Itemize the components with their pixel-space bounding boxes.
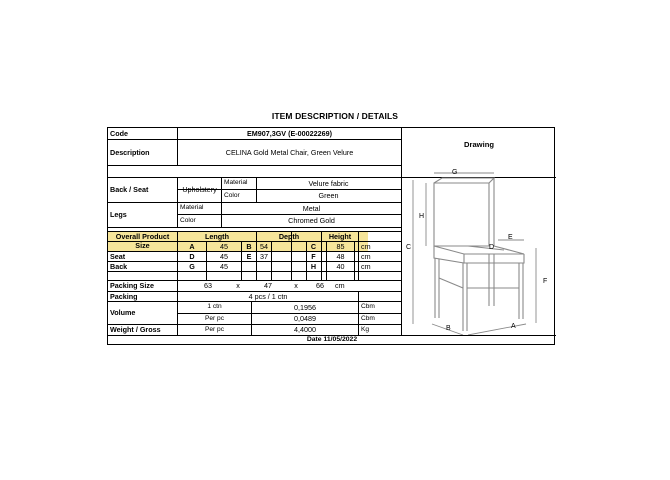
code-value: EM907,3GV (E-00022269): [246, 129, 333, 139]
packing-size-x1: x: [236, 281, 240, 291]
sheet-title: ITEM DESCRIPTION / DETAILS: [271, 111, 399, 121]
footer-date: Date 11/05/2022: [306, 336, 358, 344]
dim-label-f: F: [543, 278, 548, 285]
dim-label-c: C: [406, 244, 412, 251]
packing-size-label: Packing Size: [110, 281, 154, 291]
legs-material-value: Metal: [302, 203, 321, 213]
packing-label: Packing: [110, 292, 138, 301]
volume-unit-1: Cbm: [361, 303, 375, 311]
packing-size-x2: x: [294, 281, 298, 291]
depth-header: Depth: [278, 232, 300, 241]
back-length-value: 45: [220, 262, 228, 271]
legs-material-label: Material: [180, 204, 204, 212]
volume-value-2: 0,0489: [294, 314, 316, 324]
packing-size-length: 63: [204, 281, 212, 291]
height-value: 85: [336, 242, 345, 251]
dim-label-a: A: [511, 323, 516, 330]
height-header: Height: [328, 232, 352, 241]
overall-size-label: Size: [135, 241, 150, 251]
overall-product-label: Overall Product: [115, 232, 170, 241]
legs-label: Legs: [110, 210, 127, 220]
length-code: A: [189, 242, 195, 251]
seat-height-value: 48: [336, 252, 345, 261]
volume-value-1: 0,1956: [294, 302, 316, 312]
back-seat-label: Back / Seat: [110, 185, 149, 195]
depth-code: B: [246, 242, 252, 251]
back-seat-material-label: Material: [224, 179, 248, 187]
unit-cm: cm: [361, 262, 371, 271]
description-label: Description: [110, 147, 150, 157]
legs-color-value: Chromed Gold: [288, 216, 335, 226]
code-label: Code: [110, 129, 128, 139]
packing-size-unit: cm: [335, 281, 345, 291]
unit-cm: cm: [361, 242, 371, 251]
back-length-code: G: [189, 262, 195, 271]
item-details-sheet: [107, 127, 555, 345]
height-code: C: [310, 242, 317, 251]
dim-label-b: B: [446, 325, 451, 332]
volume-unit-2: Cbm: [361, 314, 375, 322]
seat-height-code: F: [311, 252, 316, 261]
depth-value: 54: [260, 242, 268, 251]
drawing-title: Drawing: [464, 140, 494, 150]
weight-qty: Per pc: [204, 325, 225, 333]
back-height-value: 40: [336, 262, 345, 271]
seat-depth-value: 37: [260, 252, 268, 261]
seat-length-code: D: [189, 252, 195, 261]
unit-cm: cm: [361, 252, 371, 261]
volume-label: Volume: [110, 308, 136, 318]
volume-qty-2: Per pc: [204, 314, 225, 322]
length-header: Length: [205, 232, 229, 241]
volume-qty-1: 1 ctn: [207, 303, 222, 311]
dim-label-h: H: [419, 213, 425, 220]
packing-size-height: 66: [316, 281, 324, 291]
length-value: 45: [220, 242, 228, 251]
dim-label-g: G: [452, 169, 458, 176]
weight-label: Weight / Gross: [110, 325, 161, 335]
chair-drawing: [108, 128, 556, 335]
dim-label-d: D: [489, 244, 495, 251]
weight-unit: Kg: [361, 325, 370, 333]
upholstery-label: Upholstery: [182, 185, 217, 195]
dim-label-e: E: [508, 234, 513, 241]
legs-color-label: Color: [180, 216, 196, 224]
back-seat-material-value: Velure fabric: [308, 178, 349, 188]
seat-length-value: 45: [220, 252, 228, 261]
seat-depth-code: E: [246, 252, 252, 261]
packing-value: 4 pcs / 1 ctn: [248, 292, 288, 301]
description-value: CELINA Gold Metal Chair, Green Velure: [225, 147, 354, 157]
back-height-code: H: [310, 262, 317, 271]
back-label: Back: [110, 262, 128, 271]
weight-value: 4,4000: [294, 325, 316, 335]
seat-label: Seat: [110, 252, 126, 261]
packing-size-depth: 47: [264, 281, 272, 291]
back-seat-color-value: Green: [318, 191, 339, 201]
back-seat-color-label: Color: [224, 191, 240, 199]
